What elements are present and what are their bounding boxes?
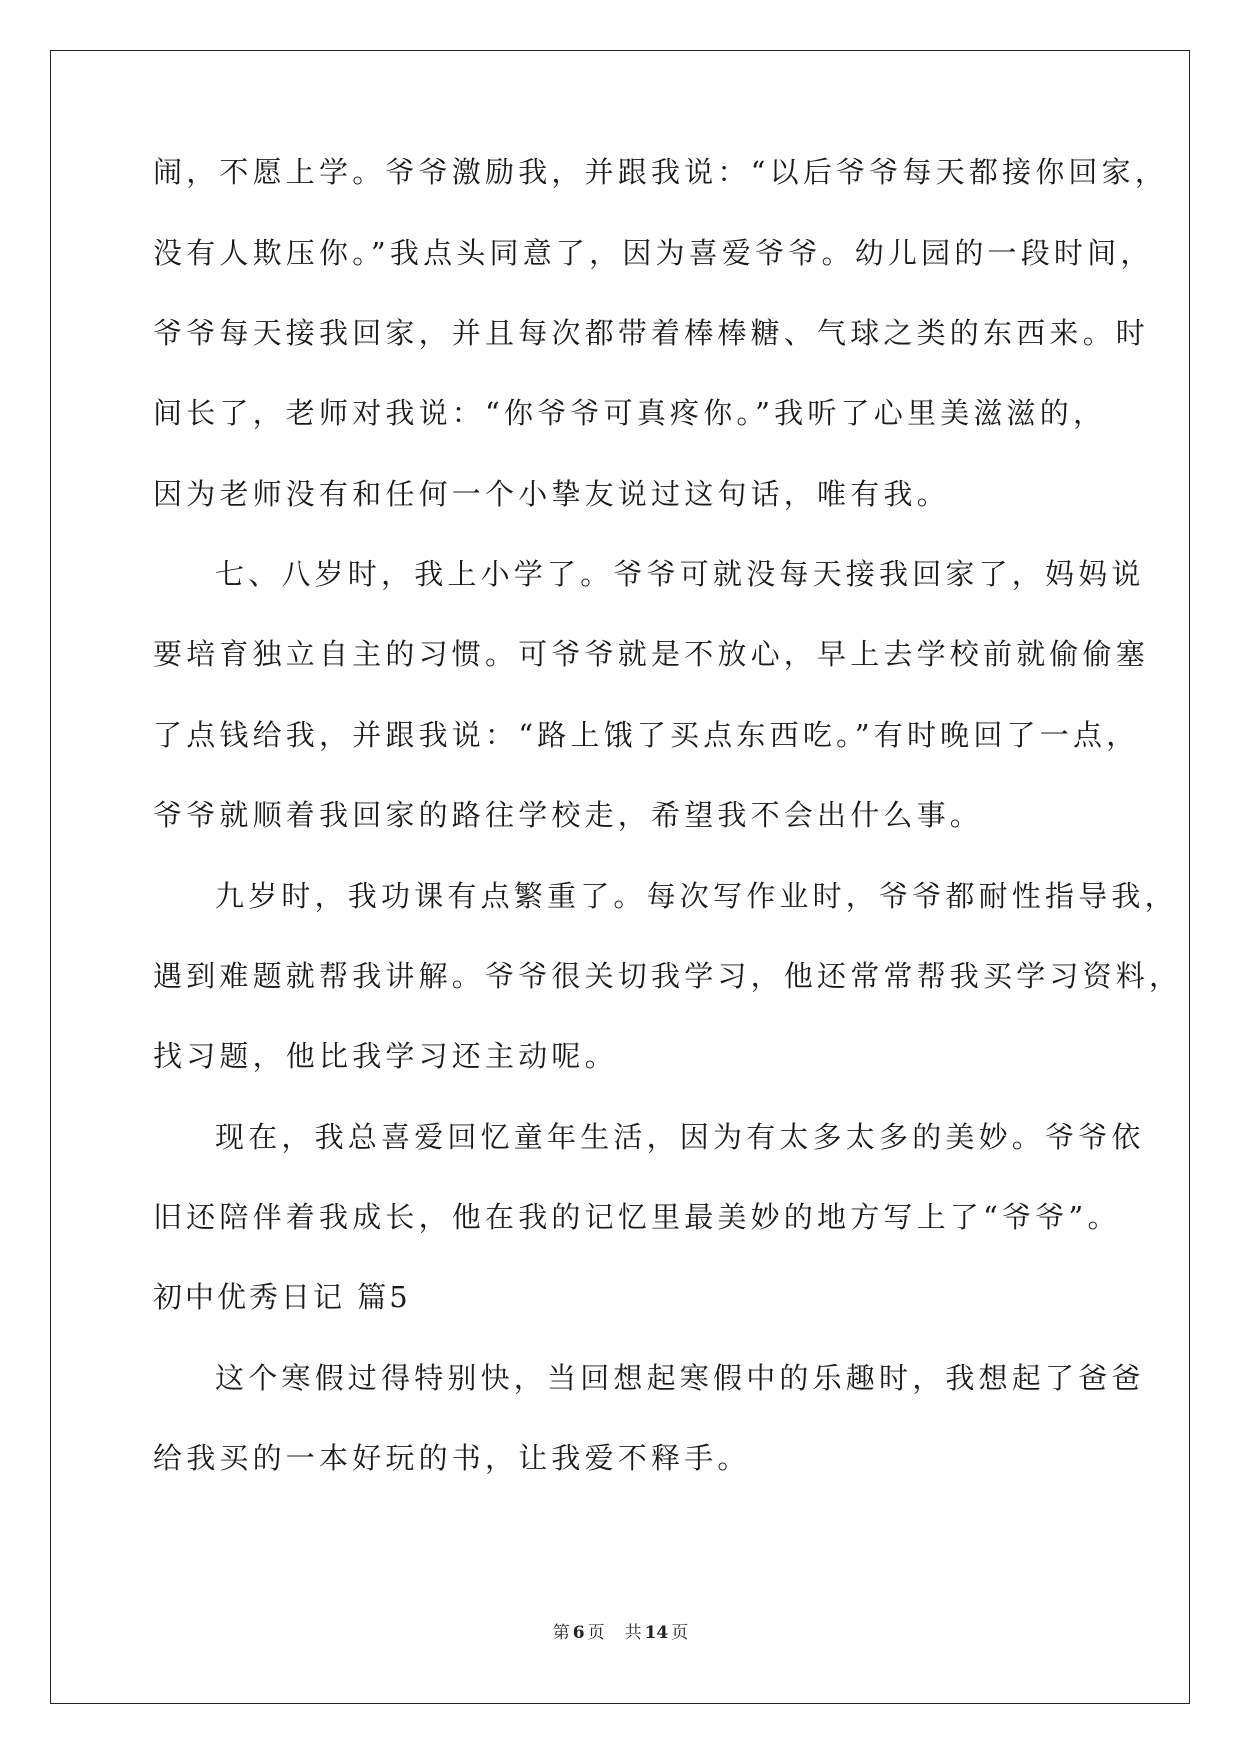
footer-total-suffix: 页 xyxy=(671,1623,689,1643)
paragraph-line: 给我买的一本好玩的书，让我爱不释手。 xyxy=(153,1441,751,1475)
paragraph-line: 要培育独立自主的习惯。可爷爷就是不放心，早上去学校前就偷偷塞 xyxy=(153,637,1150,671)
footer-total-prefix: 共 xyxy=(624,1623,642,1643)
paragraph-line: 间长了，老师对我说：“你爷爷可真疼你。”我听了心里美滋滋的， xyxy=(153,396,1107,430)
paragraph-line: 旧还陪伴着我成长，他在我的记忆里最美妙的地方写上了“爷爷”。 xyxy=(153,1200,1121,1234)
paragraph-line: 闹，不愿上学。爷爷激励我，并跟我说：“以后爷爷每天都接你回家， xyxy=(153,155,1169,189)
footer-page-suffix: 页 xyxy=(587,1623,605,1643)
paragraph-line: 了点钱给我，并跟我说：“路上饿了买点东西吃。”有时晚回了一点， xyxy=(153,718,1140,752)
paragraph-line: 因为老师没有和任何一个小挚友说过这句话，唯有我。 xyxy=(153,477,950,511)
footer-prefix: 第 xyxy=(552,1623,570,1643)
paragraph-line: 七、八岁时，我上小学了。爷爷可就没每天接我回家了，妈妈说 xyxy=(215,557,1145,591)
paragraph-line: 找习题，他比我学习还主动呢。 xyxy=(153,1039,618,1073)
total-page-count: 14 xyxy=(644,1623,669,1643)
section-heading: 初中优秀日记 篇5 xyxy=(153,1280,411,1314)
paragraph-line: 遇到难题就帮我讲解。爷爷很关切我学习，他还常常帮我买学习资料， xyxy=(153,959,1183,993)
paragraph-line: 没有人欺压你。”我点头同意了，因为喜爱爷爷。幼儿园的一段时间， xyxy=(153,236,1154,270)
paragraph-line: 爷爷就顺着我回家的路往学校走，希望我不会出什么事。 xyxy=(153,798,984,832)
paragraph-line: 这个寒假过得特别快，当回想起寒假中的乐趣时，我想起了爸爸 xyxy=(215,1361,1145,1395)
paragraph-line: 九岁时，我功课有点繁重了。每次写作业时，爷爷都耐性指导我， xyxy=(215,879,1178,913)
paragraph-line: 爷爷每天接我回家，并且每次都带着棒棒糖、气球之类的东西来。时 xyxy=(153,316,1150,350)
page-footer xyxy=(0,1618,1241,1643)
paragraph-line: 现在，我总喜爱回忆童年生活，因为有太多太多的美妙。爷爷依 xyxy=(215,1120,1145,1154)
current-page-number: 6 xyxy=(572,1623,585,1643)
